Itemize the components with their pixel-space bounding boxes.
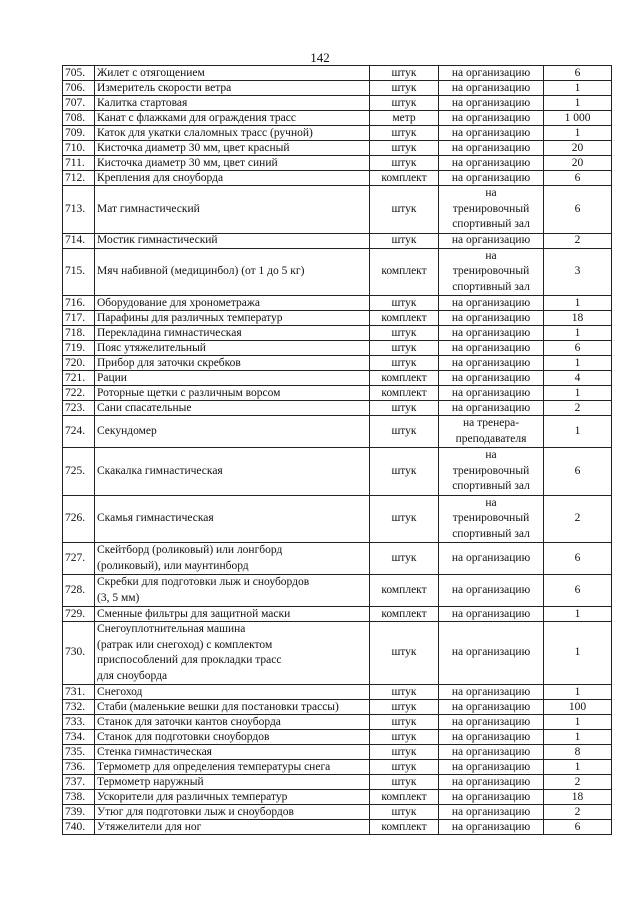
row-number: 705. <box>63 66 95 81</box>
row-number: 723. <box>63 401 95 416</box>
allocation: на организацию <box>439 820 544 835</box>
item-name: Ускорители для различных температур <box>95 790 370 805</box>
table-row <box>63 805 612 820</box>
unit-of-measure: штук <box>370 96 439 111</box>
unit-of-measure: штук <box>370 126 439 141</box>
item-name: Канат с флажками для ограждения трасс <box>95 111 370 126</box>
item-name: Прибор для заточки скребков <box>95 356 370 371</box>
unit-of-measure: штук <box>370 141 439 156</box>
allocation: на организацию <box>439 81 544 96</box>
row-number: 707. <box>63 96 95 111</box>
allocation: на организацию <box>439 141 544 156</box>
quantity: 2 <box>544 401 612 416</box>
quantity: 1 <box>544 730 612 745</box>
unit-of-measure: штук <box>370 745 439 760</box>
allocation: на организацию <box>439 543 544 575</box>
table-row <box>63 141 612 156</box>
allocation: на тренировочный спортивный зал <box>439 448 544 496</box>
row-number: 709. <box>63 126 95 141</box>
item-name: Стенка гимнастическая <box>95 745 370 760</box>
row-number: 711. <box>63 156 95 171</box>
item-name: Термометр наружный <box>95 775 370 790</box>
row-number: 740. <box>63 820 95 835</box>
row-number: 708. <box>63 111 95 126</box>
unit-of-measure: штук <box>370 186 439 234</box>
unit-of-measure: штук <box>370 448 439 496</box>
table-row <box>63 81 612 96</box>
row-number: 706. <box>63 81 95 96</box>
table-row <box>63 790 612 805</box>
item-name: Мяч набивной (медицинбол) (от 1 до 5 кг) <box>95 248 370 296</box>
table-row <box>63 575 612 607</box>
allocation: на организацию <box>439 311 544 326</box>
row-number: 721. <box>63 371 95 386</box>
item-name: Кисточка диаметр 30 мм, цвет красный <box>95 141 370 156</box>
item-name: Мат гимнастический <box>95 186 370 234</box>
allocation: на организацию <box>439 760 544 775</box>
row-number: 734. <box>63 730 95 745</box>
item-name: Роторные щетки с различным ворсом <box>95 386 370 401</box>
row-number: 732. <box>63 700 95 715</box>
unit-of-measure: штук <box>370 296 439 311</box>
table-row <box>63 775 612 790</box>
unit-of-measure: штук <box>370 805 439 820</box>
item-name: Станок для заточки кантов сноуборда <box>95 715 370 730</box>
quantity: 2 <box>544 495 612 543</box>
quantity: 1 <box>544 607 612 622</box>
row-number: 733. <box>63 715 95 730</box>
row-number: 727. <box>63 543 95 575</box>
quantity: 6 <box>544 820 612 835</box>
allocation: на организацию <box>439 326 544 341</box>
quantity: 6 <box>544 66 612 81</box>
row-number: 712. <box>63 171 95 186</box>
quantity: 1 <box>544 296 612 311</box>
item-name: Скребки для подготовки лыж и сноубордов (3, 5 мм) <box>95 575 370 607</box>
allocation: на организацию <box>439 622 544 685</box>
unit-of-measure: штук <box>370 760 439 775</box>
unit-of-measure: штук <box>370 543 439 575</box>
quantity: 1 <box>544 356 612 371</box>
table-row <box>63 356 612 371</box>
item-name: Измеритель скорости ветра <box>95 81 370 96</box>
allocation: на организацию <box>439 66 544 81</box>
allocation: на тренировочный спортивный зал <box>439 186 544 234</box>
table-row <box>63 543 612 575</box>
table-row <box>63 416 612 448</box>
table-row <box>63 820 612 835</box>
unit-of-measure: комплект <box>370 386 439 401</box>
allocation: на организацию <box>439 96 544 111</box>
unit-of-measure: штук <box>370 715 439 730</box>
unit-of-measure: комплект <box>370 820 439 835</box>
quantity: 6 <box>544 575 612 607</box>
row-number: 714. <box>63 233 95 248</box>
table-row <box>63 685 612 700</box>
table-row <box>63 126 612 141</box>
row-number: 715. <box>63 248 95 296</box>
table-row <box>63 371 612 386</box>
quantity: 1 <box>544 685 612 700</box>
unit-of-measure: комплект <box>370 311 439 326</box>
allocation: на организацию <box>439 790 544 805</box>
item-name: Мостик гимнастический <box>95 233 370 248</box>
allocation: на организацию <box>439 341 544 356</box>
row-number: 738. <box>63 790 95 805</box>
table-row <box>63 448 612 496</box>
quantity: 1 <box>544 326 612 341</box>
quantity: 1 <box>544 416 612 448</box>
quantity: 4 <box>544 371 612 386</box>
item-name: Скамья гимнастическая <box>95 495 370 543</box>
quantity: 20 <box>544 141 612 156</box>
item-name: Станок для подготовки сноубордов <box>95 730 370 745</box>
inventory-table <box>62 65 612 835</box>
item-name: Секундомер <box>95 416 370 448</box>
unit-of-measure: метр <box>370 111 439 126</box>
unit-of-measure: штук <box>370 622 439 685</box>
quantity: 1 <box>544 96 612 111</box>
item-name: Утяжелители для ног <box>95 820 370 835</box>
allocation: на организацию <box>439 171 544 186</box>
unit-of-measure: штук <box>370 401 439 416</box>
quantity: 2 <box>544 233 612 248</box>
row-number: 716. <box>63 296 95 311</box>
unit-of-measure: штук <box>370 730 439 745</box>
item-name: Утюг для подготовки лыж и сноубордов <box>95 805 370 820</box>
item-name: Скакалка гимнастическая <box>95 448 370 496</box>
unit-of-measure: комплект <box>370 171 439 186</box>
item-name: Термометр для определения температуры снега <box>95 760 370 775</box>
table-row <box>63 745 612 760</box>
unit-of-measure: штук <box>370 495 439 543</box>
item-name: Кисточка диаметр 30 мм, цвет синий <box>95 156 370 171</box>
table-row <box>63 700 612 715</box>
allocation: на организацию <box>439 607 544 622</box>
page-number: 142 <box>310 50 330 65</box>
unit-of-measure: штук <box>370 233 439 248</box>
row-number: 717. <box>63 311 95 326</box>
row-number: 722. <box>63 386 95 401</box>
allocation: на организацию <box>439 296 544 311</box>
allocation: на тренера- преподавателя <box>439 416 544 448</box>
item-name: Каток для укатки слаломных трасс (ручной) <box>95 126 370 141</box>
quantity: 1 000 <box>544 111 612 126</box>
table-row <box>63 326 612 341</box>
row-number: 720. <box>63 356 95 371</box>
item-name: Крепления для сноуборда <box>95 171 370 186</box>
unit-of-measure: штук <box>370 66 439 81</box>
table-row <box>63 715 612 730</box>
allocation: на организацию <box>439 805 544 820</box>
table-row <box>63 730 612 745</box>
row-number: 719. <box>63 341 95 356</box>
item-name: Сменные фильтры для защитной маски <box>95 607 370 622</box>
row-number: 713. <box>63 186 95 234</box>
quantity: 3 <box>544 248 612 296</box>
quantity: 18 <box>544 790 612 805</box>
unit-of-measure: комплект <box>370 607 439 622</box>
item-name: Скейтборд (роликовый) или лонгборд (роликовый), или маунтинборд <box>95 543 370 575</box>
row-number: 718. <box>63 326 95 341</box>
allocation: на организацию <box>439 401 544 416</box>
quantity: 1 <box>544 622 612 685</box>
quantity: 100 <box>544 700 612 715</box>
table-row <box>63 296 612 311</box>
quantity: 1 <box>544 126 612 141</box>
table-row <box>63 111 612 126</box>
table-row <box>63 248 612 296</box>
item-name: Жилет с отягощением <box>95 66 370 81</box>
table-row <box>63 156 612 171</box>
allocation: на организацию <box>439 356 544 371</box>
table-row <box>63 607 612 622</box>
unit-of-measure: штук <box>370 356 439 371</box>
unit-of-measure: штук <box>370 416 439 448</box>
row-number: 730. <box>63 622 95 685</box>
quantity: 1 <box>544 386 612 401</box>
row-number: 728. <box>63 575 95 607</box>
table-row <box>63 233 612 248</box>
item-name: Снегоход <box>95 685 370 700</box>
allocation: на организацию <box>439 745 544 760</box>
row-number: 724. <box>63 416 95 448</box>
quantity: 6 <box>544 448 612 496</box>
table-body <box>63 66 612 835</box>
row-number: 726. <box>63 495 95 543</box>
unit-of-measure: комплект <box>370 248 439 296</box>
table-row <box>63 495 612 543</box>
item-name: Сани спасательные <box>95 401 370 416</box>
allocation: на тренировочный спортивный зал <box>439 248 544 296</box>
quantity: 1 <box>544 715 612 730</box>
row-number: 737. <box>63 775 95 790</box>
quantity: 6 <box>544 186 612 234</box>
unit-of-measure: штук <box>370 81 439 96</box>
quantity: 6 <box>544 171 612 186</box>
table-row <box>63 311 612 326</box>
unit-of-measure: штук <box>370 326 439 341</box>
allocation: на организацию <box>439 233 544 248</box>
unit-of-measure: штук <box>370 775 439 790</box>
allocation: на организацию <box>439 126 544 141</box>
row-number: 729. <box>63 607 95 622</box>
unit-of-measure: комплект <box>370 575 439 607</box>
allocation: на организацию <box>439 386 544 401</box>
allocation: на организацию <box>439 575 544 607</box>
item-name: Пояс утяжелительный <box>95 341 370 356</box>
quantity: 2 <box>544 805 612 820</box>
unit-of-measure: штук <box>370 685 439 700</box>
item-name: Калитка стартовая <box>95 96 370 111</box>
table-row <box>63 386 612 401</box>
unit-of-measure: комплект <box>370 790 439 805</box>
unit-of-measure: комплект <box>370 371 439 386</box>
table-row <box>63 622 612 685</box>
quantity: 2 <box>544 775 612 790</box>
unit-of-measure: штук <box>370 341 439 356</box>
unit-of-measure: штук <box>370 700 439 715</box>
allocation: на организацию <box>439 111 544 126</box>
allocation: на организацию <box>439 775 544 790</box>
quantity: 6 <box>544 543 612 575</box>
row-number: 710. <box>63 141 95 156</box>
table-row <box>63 96 612 111</box>
allocation: на тренировочный спортивный зал <box>439 495 544 543</box>
item-name: Стаби (маленькие вешки для постановки трассы) <box>95 700 370 715</box>
table-row <box>63 66 612 81</box>
allocation: на организацию <box>439 730 544 745</box>
allocation: на организацию <box>439 685 544 700</box>
unit-of-measure: штук <box>370 156 439 171</box>
row-number: 735. <box>63 745 95 760</box>
item-name: Рации <box>95 371 370 386</box>
quantity: 1 <box>544 760 612 775</box>
quantity: 18 <box>544 311 612 326</box>
table-row <box>63 186 612 234</box>
allocation: на организацию <box>439 715 544 730</box>
allocation: на организацию <box>439 700 544 715</box>
allocation: на организацию <box>439 371 544 386</box>
table-row <box>63 341 612 356</box>
row-number: 731. <box>63 685 95 700</box>
quantity: 8 <box>544 745 612 760</box>
item-name: Снегоуплотнительная машина (ратрак или снегоход) с комплектом приспособлений для прокладки трасс для сноуборда <box>95 622 370 685</box>
quantity: 1 <box>544 81 612 96</box>
row-number: 736. <box>63 760 95 775</box>
allocation: на организацию <box>439 156 544 171</box>
item-name: Оборудование для хронометража <box>95 296 370 311</box>
table-row <box>63 171 612 186</box>
row-number: 739. <box>63 805 95 820</box>
quantity: 6 <box>544 341 612 356</box>
item-name: Парафины для различных температур <box>95 311 370 326</box>
table-row <box>63 760 612 775</box>
table-row <box>63 401 612 416</box>
row-number: 725. <box>63 448 95 496</box>
quantity: 20 <box>544 156 612 171</box>
item-name: Перекладина гимнастическая <box>95 326 370 341</box>
